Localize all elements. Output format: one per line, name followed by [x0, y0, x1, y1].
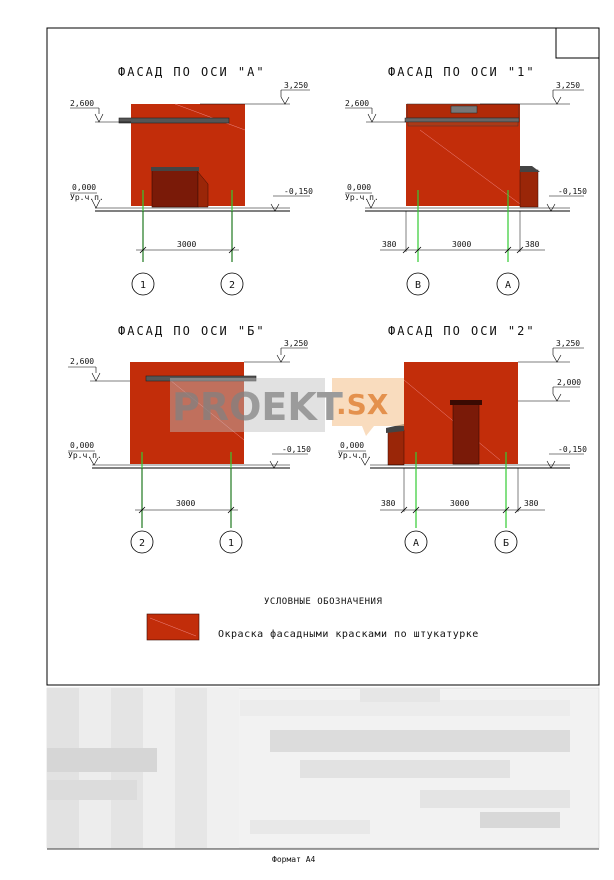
- axis-label: 1: [139, 280, 147, 291]
- level-ground: -0,150: [284, 187, 313, 196]
- dimension-right: 380: [525, 240, 540, 249]
- level-zero: 0,000: [340, 441, 365, 450]
- facade-title: ФАСАД ПО ОСИ "2": [388, 324, 536, 338]
- entrance-door: [453, 404, 479, 464]
- level-eave: 2,000: [557, 378, 582, 387]
- axis-label: А: [504, 280, 512, 291]
- facade-title: ФАСАД ПО ОСИ "Б": [118, 324, 266, 338]
- facade-b: [68, 324, 311, 553]
- level-zero: 0,000: [72, 183, 97, 192]
- dimension-main: 3000: [176, 499, 196, 508]
- watermark: [170, 378, 404, 436]
- dimension-main: 3000: [450, 499, 470, 508]
- dimension-left: 380: [381, 499, 396, 508]
- level-eave: 2,600: [70, 99, 95, 108]
- facade-a: [70, 65, 313, 295]
- level-zero-sub: Ур.ч.п.: [345, 193, 379, 202]
- level-top: 3,250: [284, 81, 309, 90]
- level-zero-sub: Ур.ч.п.: [68, 451, 102, 460]
- vestibule: [388, 430, 404, 465]
- dimension-main: 3000: [452, 240, 472, 249]
- level-ground: -0,150: [558, 445, 587, 454]
- level-zero-sub: Ур.ч.п.: [70, 193, 104, 202]
- level-eave: 2,600: [70, 357, 95, 366]
- vestibule: [520, 170, 538, 207]
- legend: [147, 597, 479, 640]
- format-label: Формат А4: [272, 855, 316, 864]
- level-ground: -0,150: [558, 187, 587, 196]
- facade-1: [345, 65, 587, 295]
- facade-2: [338, 324, 587, 553]
- level-eave: 2,600: [345, 99, 370, 108]
- title-block: [47, 688, 599, 848]
- legend-title: УСЛОВНЫЕ ОБОЗНАЧЕНИЯ: [264, 597, 383, 607]
- dimension-main: 3000: [177, 240, 197, 249]
- level-zero: 0,000: [347, 183, 372, 192]
- axis-label: Б: [502, 538, 510, 549]
- roof-edge: [119, 118, 229, 123]
- legend-item-label: Окраска фасадными красками по штукатурке: [218, 629, 479, 640]
- axis-label: 1: [227, 538, 235, 549]
- axis-label: А: [412, 538, 420, 549]
- axis-label: 2: [138, 538, 146, 549]
- facade-title: ФАСАД ПО ОСИ "А": [118, 65, 266, 79]
- sheet-number-box: [556, 28, 599, 58]
- facade-title: ФАСАД ПО ОСИ "1": [388, 65, 536, 79]
- vestibule-roof: [151, 167, 199, 171]
- watermark-text-b: .SX: [336, 388, 389, 421]
- axis-label: В: [414, 280, 422, 291]
- level-top: 3,250: [556, 339, 581, 348]
- dimension-left: 380: [382, 240, 397, 249]
- level-top: 3,250: [556, 81, 581, 90]
- level-zero-sub: Ур.ч.п.: [338, 451, 372, 460]
- watermark-text-a: PROEKT: [172, 385, 343, 429]
- axis-label: 2: [228, 280, 236, 291]
- level-zero: 0,000: [70, 441, 95, 450]
- level-ground: -0,150: [282, 445, 311, 454]
- dimension-right: 380: [524, 499, 539, 508]
- level-top: 3,250: [284, 339, 309, 348]
- vestibule: [152, 170, 198, 207]
